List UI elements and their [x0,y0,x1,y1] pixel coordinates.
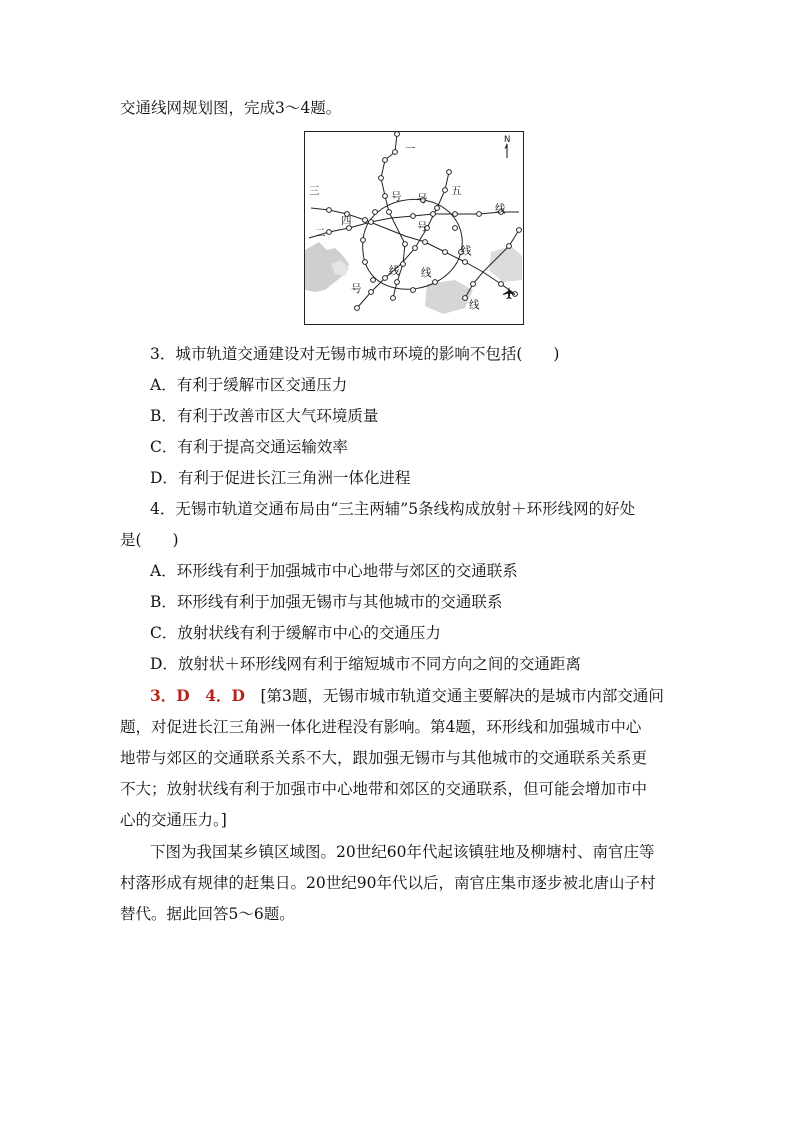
question-4-stem-cont: 是( ) [120,531,179,549]
map-label-xian-1: 线 [495,203,506,215]
map-label-hao-4: 号 [351,283,362,295]
intro-text: 交通线网规划图，完成3～4题。 [120,99,342,117]
lake-area-northeast [489,246,522,282]
question-3-option-a: A．有利于缓解市区交通压力 [150,376,348,394]
north-arrow-icon [504,135,510,158]
map-labels [309,143,506,311]
map-label-five: 五 [451,185,462,197]
map-label-xian-2: 线 [461,245,472,257]
map-label-four: 四 [341,215,352,227]
next-intro-line-1: 下图为我国某乡镇区域图。20世纪60年代起该镇驻地及柳塘村、南官庄等 [150,843,655,861]
map-label-xian-3: 线 [389,265,400,277]
question-4-option-b: B．环形线有利于加强无锡市与其他城市的交通联系 [150,593,503,611]
answer-key: 3．D 4．D [150,686,245,705]
question-4-option-a: A．环形线有利于加强城市中心地带与郊区的交通联系 [150,562,518,580]
question-3-option-b: B．有利于改善市区大气环境质量 [150,407,379,425]
map-label-three: 三 [309,185,320,197]
question-3-option-c: C．有利于提高交通运输效率 [150,438,348,456]
map-label-hao-2: 号 [417,193,428,205]
rail-network-map [304,131,524,325]
answer-line-4: 不大；放射状线有利于加强市中心地带和郊区的交通联系，但可能会增加市中 [120,780,648,798]
question-4-stem: 4．无锡市轨道交通布局由“三主两辅”5条线构成放射＋环形线网的好处 [150,500,636,518]
answer-explanation-1: [第3题，无锡市城市轨道交通主要解决的是城市内部交通问 [244,687,664,705]
question-3-stem: 3．城市轨道交通建设对无锡市城市环境的影响不包括( ) [150,345,560,363]
map-label-two: 二 [315,227,326,239]
map-label-hao-1: 号 [391,191,402,203]
question-4-option-c: C．放射状线有利于缓解市中心的交通压力 [150,624,441,642]
next-intro-line-2: 村落形成有规律的赶集日。20世纪90年代以后，南官庄集市逐步被北唐山子村 [120,874,656,892]
map-label-hao-3: 号 [417,221,428,233]
map-label-xian-5: 线 [469,299,480,311]
map-label-xian-4: 线 [421,267,432,279]
map-figure [305,132,522,323]
question-4-option-d: D．放射状＋环形线网有利于缩短城市不同方向之间的交通距离 [150,655,581,673]
question-3-option-d: D．有利于促进长江三角洲一体化进程 [150,469,411,487]
north-label: N [504,135,511,145]
answer-line-3: 地带与郊区的交通联系关系不大，跟加强无锡市与其他城市的交通联系关系更 [120,749,648,767]
answer-line-1 [150,684,664,706]
answer-line-5: 心的交通压力。] [120,811,227,829]
answer-line-2: 题，对促进长江三角洲一体化进程没有影响。第4题，环形线和加强城市中心 [120,718,642,736]
airport-icon [503,287,515,299]
map-label-one: 一 [405,143,416,155]
next-intro-line-3: 替代。据此回答5～6题。 [120,905,295,923]
